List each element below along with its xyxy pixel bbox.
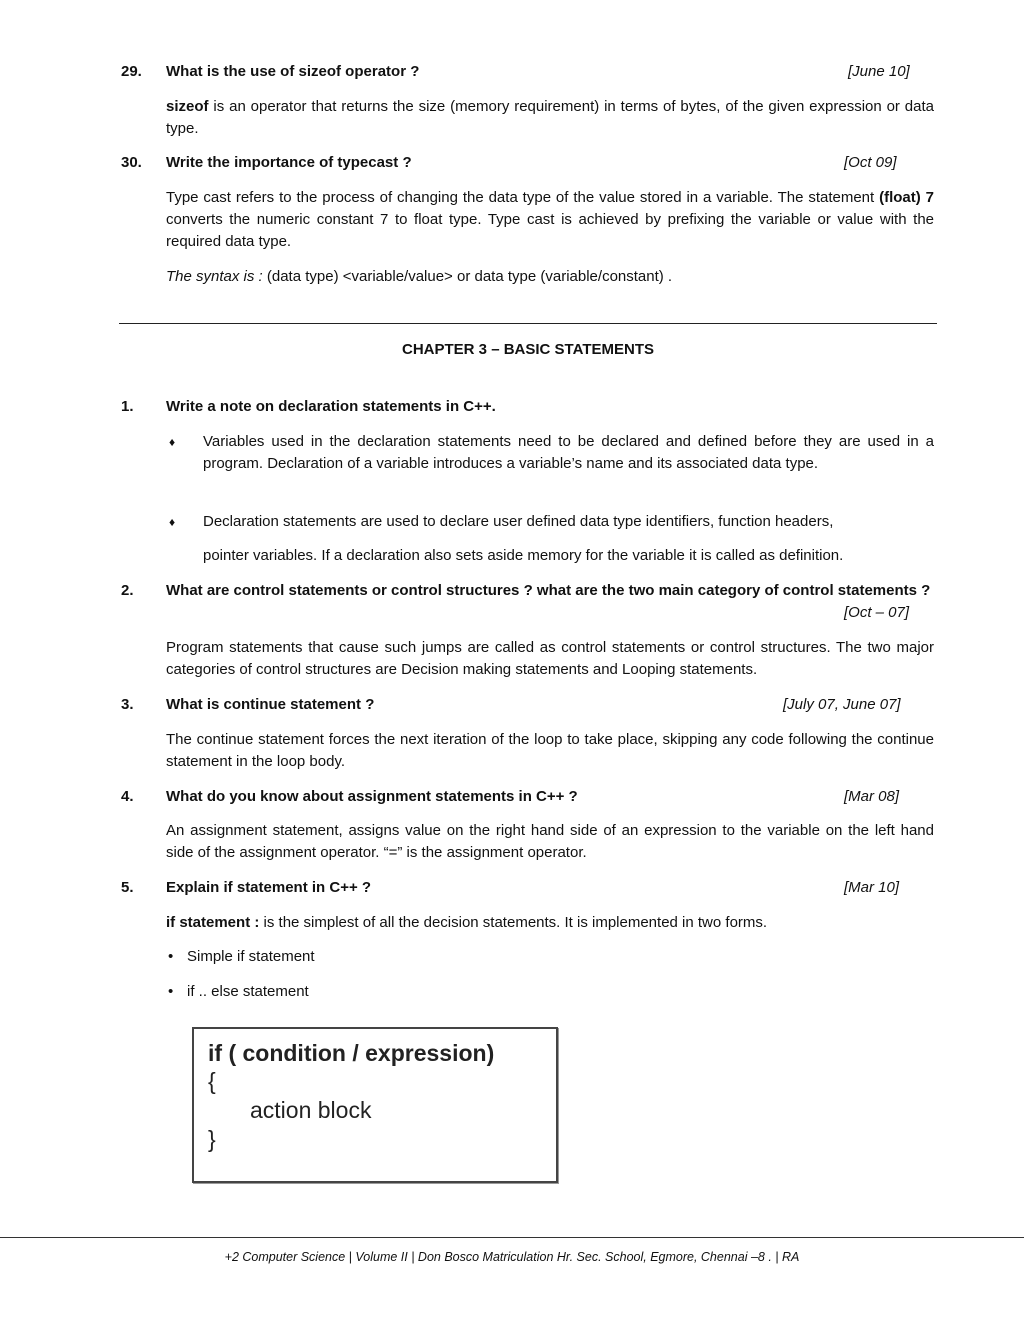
question-text: Explain if statement in C++ ? <box>166 879 372 896</box>
answer-paragraph: Program statements that cause such jumps are called as control statements or control structures. The two major categories of control structures are Decision making statements and Looping statements. <box>166 639 934 678</box>
if-syntax-box <box>192 1027 558 1183</box>
exam-reference: [Oct 09] <box>844 154 897 171</box>
answer-text: converts the numeric constant 7 to float type. Type cast is achieved by prefixing the variable or value with the required data type. <box>166 211 934 250</box>
question-text: What are control statements or control structures ? what are the two main category of control statements ? <box>166 582 931 599</box>
bullet-continuation: pointer variables. If a declaration also sets aside memory for the variable it is called as definition. <box>203 547 844 564</box>
dot-bullet-icon: • <box>168 983 174 1000</box>
question-number: 3. <box>121 696 134 713</box>
bullet-text: Variables used in the declaration statements need to be declared and defined before they are used in a program. Declaration of a variable introduces a variable’s name and its associated data type. <box>203 433 934 472</box>
question-number: 5. <box>121 879 134 896</box>
section-divider <box>119 323 937 324</box>
answer-keyword: if statement : <box>166 914 260 931</box>
question-text: Write a note on declaration statements in C++. <box>166 398 496 415</box>
dot-bullet-icon: • <box>168 948 174 965</box>
question-text: What is the use of sizeof operator ? <box>166 63 420 80</box>
form-item: if .. else statement <box>187 983 309 1000</box>
answer-paragraph <box>166 187 934 253</box>
answer-paragraph <box>166 96 934 140</box>
answer-keyword: (float) 7 <box>879 189 935 206</box>
question-number: 30. <box>121 154 142 171</box>
bullet-text: Declaration statements are used to declare user defined data type identifiers, function headers, <box>203 513 834 530</box>
answer-paragraph: An assignment statement, assigns value on the right hand side of an expression to the variable on the left hand side of the assignment operator. “=” is the assignment operator. <box>166 822 934 861</box>
exam-reference: [July 07, June 07] <box>783 696 901 713</box>
question-number: 2. <box>121 582 134 599</box>
answer-text: is an operator that returns the size (memory requirement) in terms of bytes, of the given expression or data type. <box>166 98 934 137</box>
code-line: } <box>208 1126 216 1152</box>
diamond-bullet-icon: ♦ <box>169 435 176 449</box>
syntax-text: (data type) <variable/value> or data type (variable/constant) . <box>262 268 673 285</box>
answer-keyword: sizeof <box>166 98 209 115</box>
answer-text: is the simplest of all the decision statements. It is implemented in two forms. <box>259 914 768 931</box>
diamond-bullet-icon: ♦ <box>169 515 176 529</box>
question-text: What do you know about assignment statements in C++ ? <box>166 788 578 805</box>
syntax-line <box>166 266 934 288</box>
exam-reference: [Mar 08] <box>844 788 900 805</box>
form-item: Simple if statement <box>187 948 315 965</box>
answer-paragraph <box>166 912 934 934</box>
footer-divider <box>0 1237 1024 1238</box>
syntax-label: The syntax is : <box>166 268 263 285</box>
exam-reference: [Oct – 07] <box>844 604 910 621</box>
answer-paragraph: The continue statement forces the next iteration of the loop to take place, skipping any code following the continue statement in the loop body. <box>166 731 934 770</box>
exam-reference: [June 10] <box>848 63 910 80</box>
exam-reference: [Mar 10] <box>844 879 900 896</box>
question-text: Write the importance of typecast ? <box>166 154 412 171</box>
answer-text: Type cast refers to the process of changing the data type of the value stored in a variable. The statement <box>166 189 880 206</box>
code-line: { <box>208 1068 216 1094</box>
chapter-title: CHAPTER 3 – BASIC STATEMENTS <box>402 341 654 358</box>
code-line: if ( condition / expression) <box>208 1040 495 1066</box>
question-text: What is continue statement ? <box>166 696 375 713</box>
question-number: 4. <box>121 788 134 805</box>
page-footer: +2 Computer Science | Volume II | Don Bosco Matriculation Hr. Sec. School, Egmore, Chennai –8 . | RA <box>224 1250 800 1264</box>
question-number: 29. <box>121 63 142 80</box>
question-number: 1. <box>121 398 134 415</box>
code-line: action block <box>250 1097 372 1123</box>
